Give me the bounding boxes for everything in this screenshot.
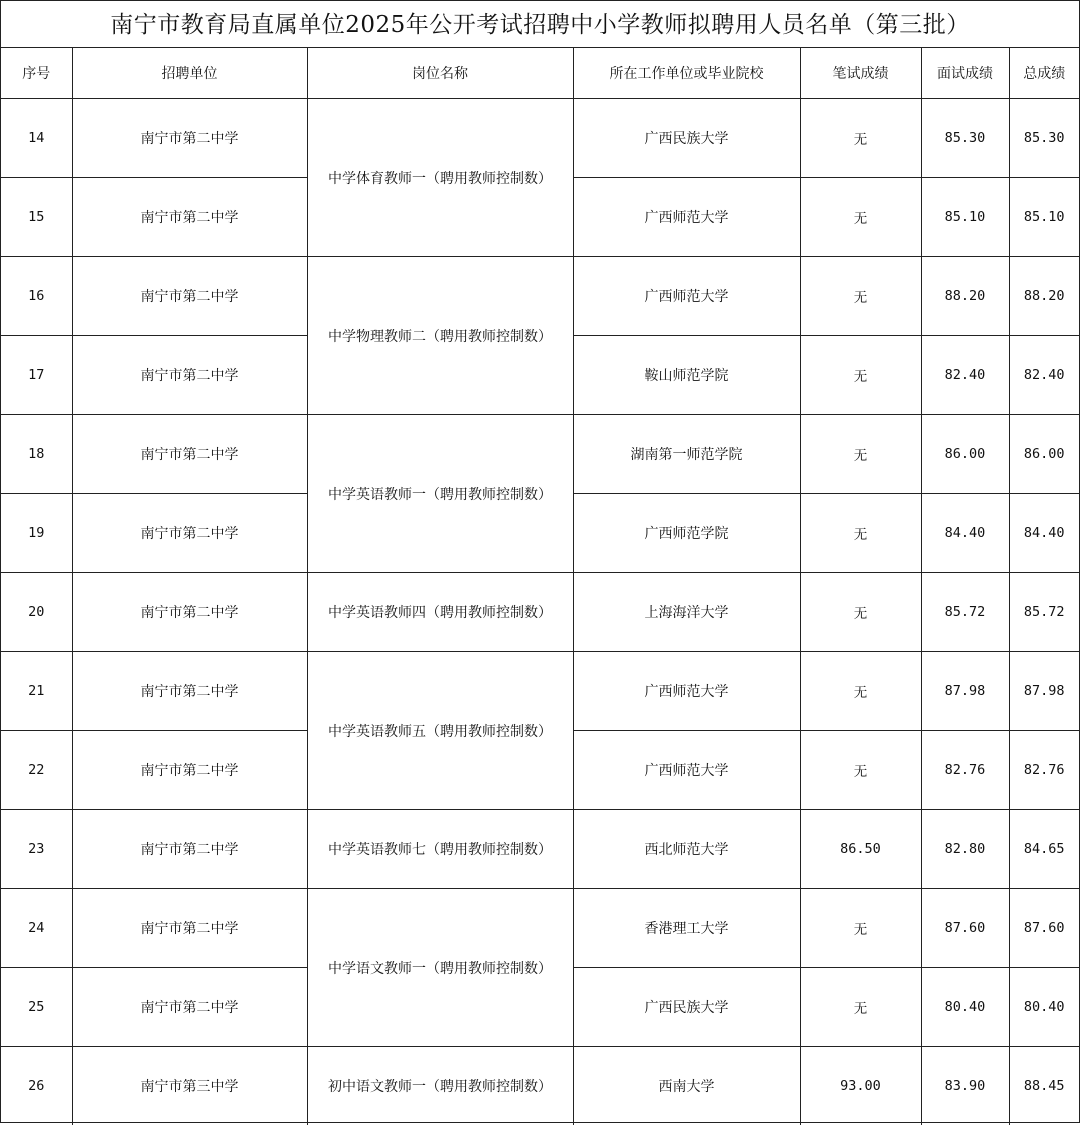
cell-post: 中学体育教师一（聘用教师控制数） <box>307 99 573 257</box>
cell-written: 无 <box>800 968 921 1047</box>
header-interview: 面试成绩 <box>921 48 1009 99</box>
cell-school: 西南大学 <box>573 1047 800 1125</box>
cell-interview: 88.20 <box>921 257 1009 336</box>
cell-interview: 80.40 <box>921 968 1009 1047</box>
cell-written: 无 <box>800 889 921 968</box>
cell-school: 湖南第一师范学院 <box>573 415 800 494</box>
cell-seq: 18 <box>1 415 72 494</box>
cell-school: 广西民族大学 <box>573 968 800 1047</box>
cell-seq: 19 <box>1 494 72 573</box>
header-total: 总成绩 <box>1009 48 1079 99</box>
cell-total: 85.10 <box>1009 178 1079 257</box>
cell-written: 无 <box>800 415 921 494</box>
table-row <box>1 1047 1079 1125</box>
cell-seq: 23 <box>1 810 72 889</box>
hiring-list-table <box>1 48 1079 1125</box>
table-row <box>1 810 1079 889</box>
header-unit: 招聘单位 <box>72 48 307 99</box>
cell-unit: 南宁市第二中学 <box>72 968 307 1047</box>
cell-total: 80.40 <box>1009 968 1079 1047</box>
cell-total: 85.30 <box>1009 99 1079 178</box>
table-row <box>1 889 1079 968</box>
cell-post: 中学英语教师一（聘用教师控制数） <box>307 415 573 573</box>
cell-seq: 22 <box>1 731 72 810</box>
cell-total: 88.45 <box>1009 1047 1079 1125</box>
cell-school: 香港理工大学 <box>573 889 800 968</box>
cell-written: 无 <box>800 178 921 257</box>
cell-seq: 25 <box>1 968 72 1047</box>
cell-written: 93.00 <box>800 1047 921 1125</box>
cell-seq: 17 <box>1 336 72 415</box>
cell-post: 中学英语教师七（聘用教师控制数） <box>307 810 573 889</box>
cell-school: 上海海洋大学 <box>573 573 800 652</box>
cell-post: 中学英语教师四（聘用教师控制数） <box>307 573 573 652</box>
cell-written: 无 <box>800 573 921 652</box>
cell-written: 无 <box>800 494 921 573</box>
table-row <box>1 652 1079 731</box>
cell-unit: 南宁市第二中学 <box>72 415 307 494</box>
cell-school: 西北师范大学 <box>573 810 800 889</box>
cell-interview: 86.00 <box>921 415 1009 494</box>
cell-interview: 82.76 <box>921 731 1009 810</box>
cell-school: 广西师范大学 <box>573 257 800 336</box>
table-row <box>1 573 1079 652</box>
cell-interview: 87.98 <box>921 652 1009 731</box>
cell-school: 广西师范大学 <box>573 652 800 731</box>
cell-post: 中学物理教师二（聘用教师控制数） <box>307 257 573 415</box>
cell-interview: 82.80 <box>921 810 1009 889</box>
cell-total: 84.65 <box>1009 810 1079 889</box>
header-written: 笔试成绩 <box>800 48 921 99</box>
cell-total: 82.76 <box>1009 731 1079 810</box>
cell-school: 广西师范学院 <box>573 494 800 573</box>
cell-interview: 85.10 <box>921 178 1009 257</box>
cell-written: 无 <box>800 652 921 731</box>
cell-total: 86.00 <box>1009 415 1079 494</box>
cell-interview: 85.30 <box>921 99 1009 178</box>
cell-school: 广西师范大学 <box>573 731 800 810</box>
cell-seq: 16 <box>1 257 72 336</box>
document-title: 南宁市教育局直属单位2025年公开考试招聘中小学教师拟聘用人员名单（第三批） <box>1 0 1079 48</box>
cell-unit: 南宁市第二中学 <box>72 731 307 810</box>
cell-post: 中学语文教师一（聘用教师控制数） <box>307 889 573 1047</box>
cell-unit: 南宁市第二中学 <box>72 652 307 731</box>
cell-post: 中学英语教师五（聘用教师控制数） <box>307 652 573 810</box>
cell-written: 无 <box>800 257 921 336</box>
cell-school: 广西师范大学 <box>573 178 800 257</box>
cell-unit: 南宁市第二中学 <box>72 573 307 652</box>
cell-total: 87.98 <box>1009 652 1079 731</box>
cell-seq: 24 <box>1 889 72 968</box>
cell-written: 无 <box>800 336 921 415</box>
cell-written: 无 <box>800 731 921 810</box>
cell-unit: 南宁市第二中学 <box>72 99 307 178</box>
cell-seq: 15 <box>1 178 72 257</box>
cell-interview: 87.60 <box>921 889 1009 968</box>
cell-seq: 21 <box>1 652 72 731</box>
table-row <box>1 415 1079 494</box>
header-school: 所在工作单位或毕业院校 <box>573 48 800 99</box>
cell-unit: 南宁市第二中学 <box>72 810 307 889</box>
cell-unit: 南宁市第三中学 <box>72 1047 307 1125</box>
table-header-row <box>1 48 1079 99</box>
cell-written: 无 <box>800 99 921 178</box>
cell-written: 86.50 <box>800 810 921 889</box>
cell-unit: 南宁市第二中学 <box>72 889 307 968</box>
header-post: 岗位名称 <box>307 48 573 99</box>
table-row <box>1 257 1079 336</box>
cell-unit: 南宁市第二中学 <box>72 178 307 257</box>
cell-total: 84.40 <box>1009 494 1079 573</box>
cell-unit: 南宁市第二中学 <box>72 494 307 573</box>
cell-interview: 85.72 <box>921 573 1009 652</box>
cell-school: 广西民族大学 <box>573 99 800 178</box>
cell-total: 85.72 <box>1009 573 1079 652</box>
cell-unit: 南宁市第二中学 <box>72 257 307 336</box>
cell-post: 初中语文教师一（聘用教师控制数） <box>307 1047 573 1125</box>
cell-seq: 20 <box>1 573 72 652</box>
cell-interview: 83.90 <box>921 1047 1009 1125</box>
cell-total: 87.60 <box>1009 889 1079 968</box>
cell-school: 鞍山师范学院 <box>573 336 800 415</box>
table-row <box>1 99 1079 178</box>
cell-unit: 南宁市第二中学 <box>72 336 307 415</box>
cell-interview: 84.40 <box>921 494 1009 573</box>
cell-total: 82.40 <box>1009 336 1079 415</box>
cell-interview: 82.40 <box>921 336 1009 415</box>
cell-seq: 26 <box>1 1047 72 1125</box>
cell-seq: 14 <box>1 99 72 178</box>
cell-total: 88.20 <box>1009 257 1079 336</box>
header-seq: 序号 <box>1 48 72 99</box>
